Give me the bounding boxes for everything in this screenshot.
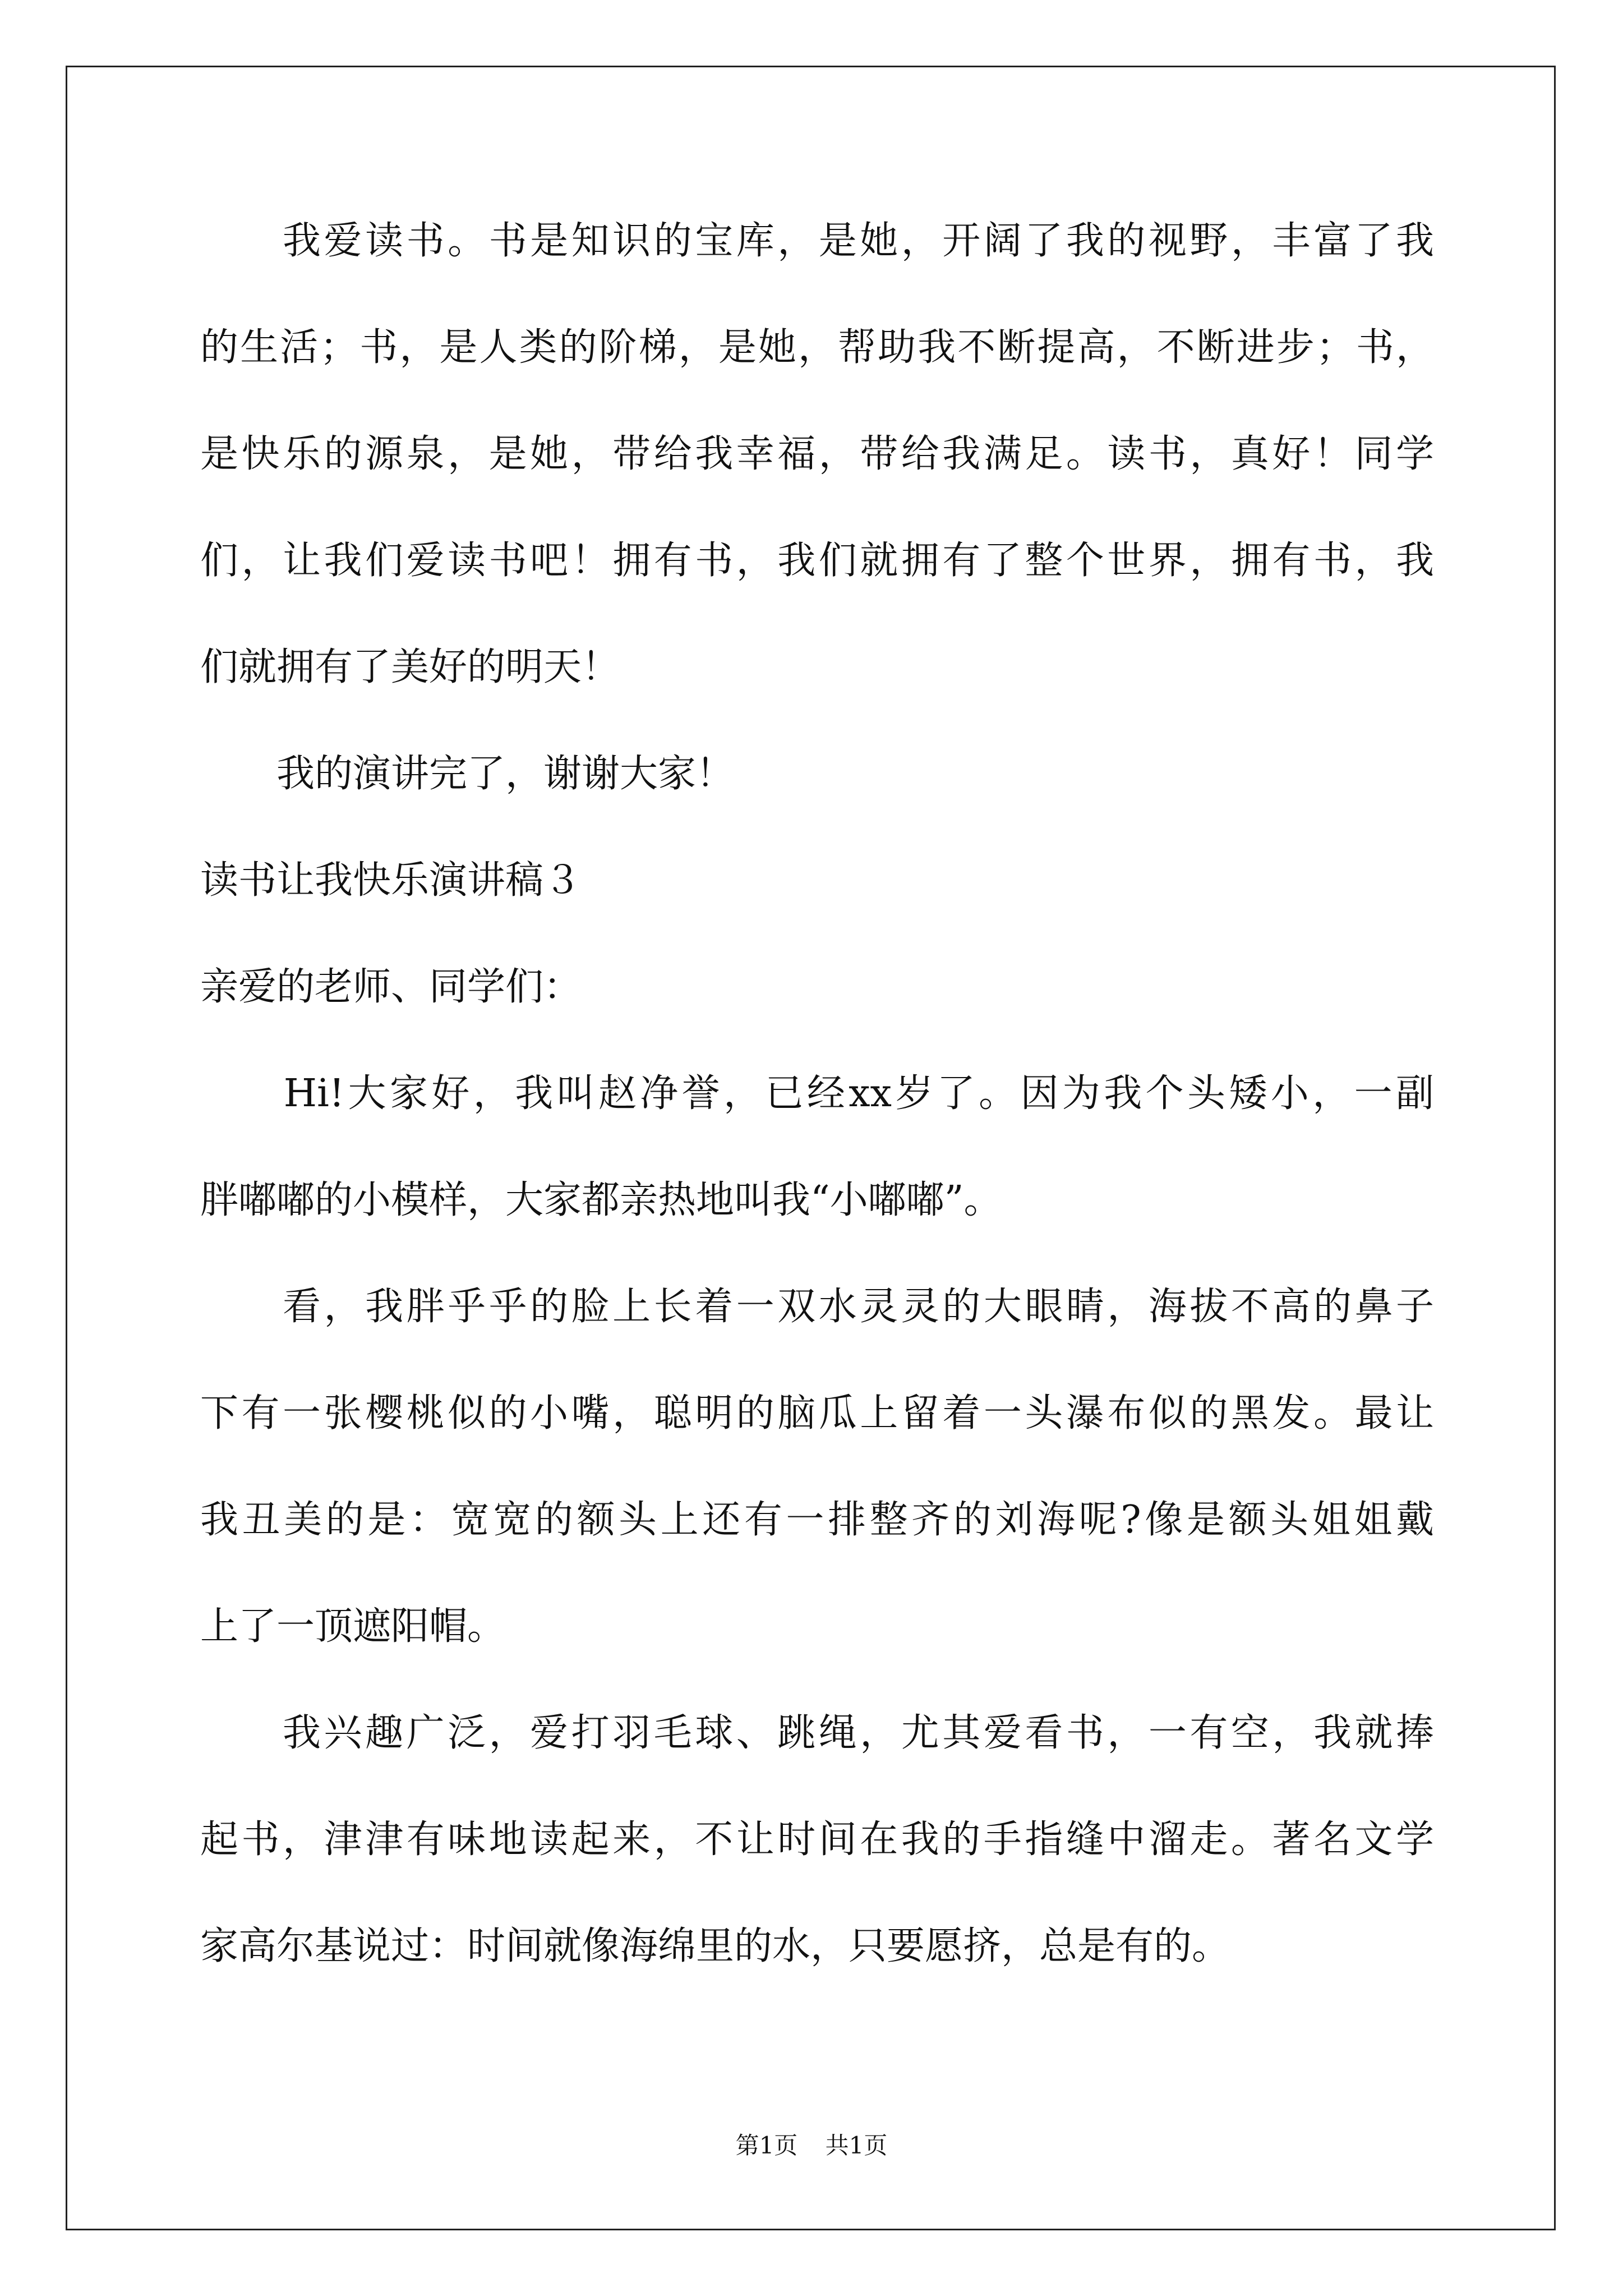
salutation: 亲爱的老师、同学们： [200, 965, 582, 1009]
paragraph-line: 的生活；书，是人类的阶梯，是她，帮助我不断提高，不断进步；书， [200, 325, 1434, 370]
paragraph-line: 下有一张樱桃似的小嘴，聪明的脑瓜上留着一头瀑布似的黑发。最让 [200, 1391, 1434, 1435]
page-total: 共1页 [825, 2132, 888, 2159]
page-number: 第1页 [735, 2132, 798, 2159]
paragraph-line: 我兴趣广泛，爱打羽毛球、跳绳，尤其爱看书，一有空，我就捧 [200, 1711, 1434, 1755]
paragraph-line: 我的演讲完了，谢谢大家！ [200, 752, 735, 796]
paragraph-line: 我丑美的是：宽宽的额头上还有一排整齐的刘海呢?像是额头姐姐戴 [200, 1498, 1434, 1542]
paragraph-line: 们，让我们爱读书吧！拥有书，我们就拥有了整个世界，拥有书，我 [200, 539, 1434, 583]
paragraph-line: 我爱读书。书是知识的宝库，是她，开阔了我的视野，丰富了我 [200, 219, 1434, 263]
paragraph-line: 胖嘟嘟的小模样，大家都亲热地叫我“小嘟嘟”。 [200, 1178, 1002, 1222]
section-heading: 读书让我快乐演讲稿３ [200, 858, 582, 903]
paragraph-line: 们就拥有了美好的明天！ [200, 645, 620, 689]
paragraph-line: 看，我胖乎乎的脸上长着一双水灵灵的大眼睛，海拔不高的鼻子 [200, 1285, 1434, 1329]
page-border [66, 66, 1556, 2230]
paragraph-line: 是快乐的源泉，是她，带给我幸福，带给我满足。读书，真好！同学 [200, 432, 1434, 476]
paragraph-line: 上了一顶遮阳帽。 [200, 1604, 506, 1649]
page-footer [0, 2132, 1623, 2160]
paragraph-line: 家高尔基说过：时间就像海绵里的水，只要愿挤，总是有的。 [200, 1924, 1230, 1968]
paragraph-line: Hi!大家好，我叫赵净誉，已经xx岁了。因为我个头矮小，一副 [200, 1071, 1434, 1116]
paragraph-line: 起书，津津有味地读起来，不让时间在我的手指缝中溜走。著名文学 [200, 1818, 1434, 1862]
